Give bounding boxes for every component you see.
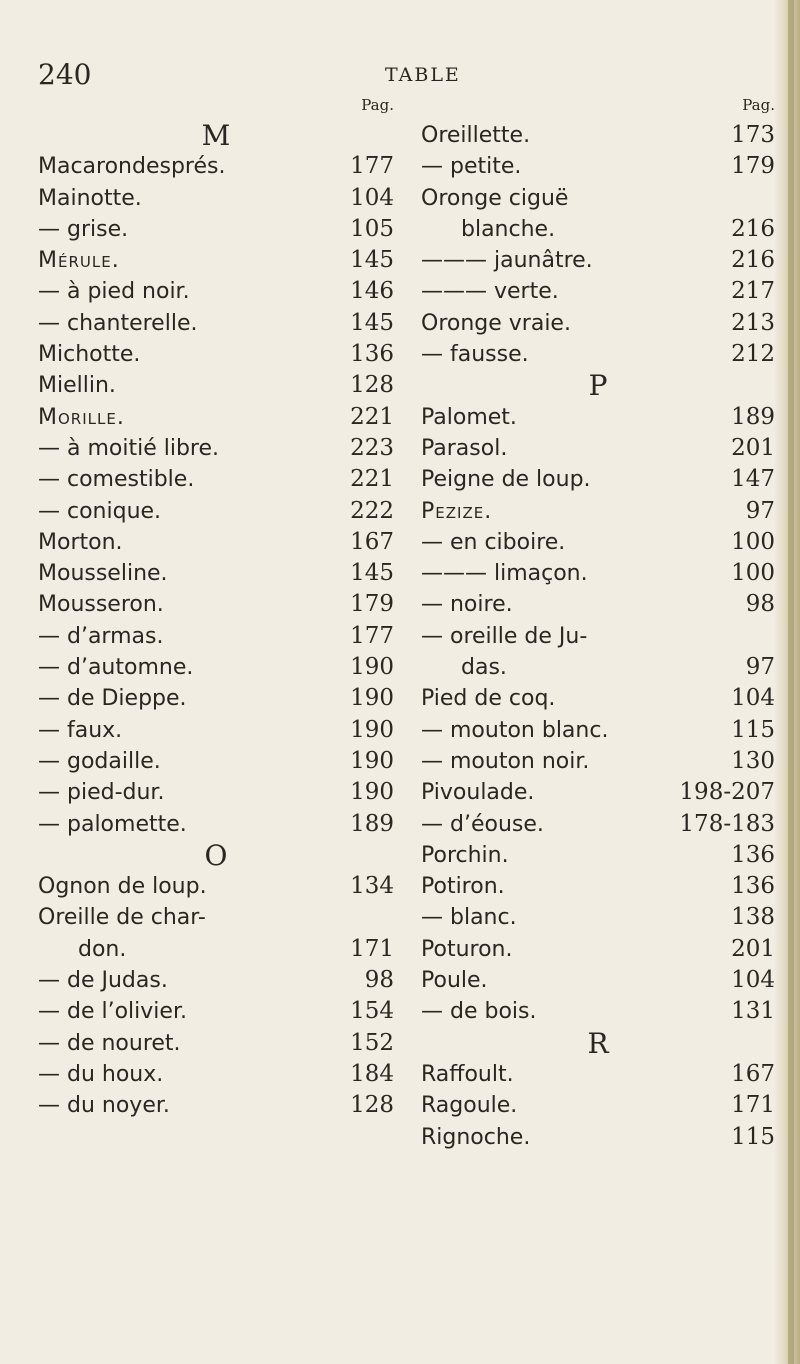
entry-page-number: 190 [350, 716, 394, 743]
entry-page-number: 136 [350, 341, 394, 368]
pag-label: Pag. [742, 96, 775, 114]
entry-page-number: 201 [731, 935, 775, 962]
entry-page-number: 146 [350, 278, 394, 305]
index-entry [38, 1059, 394, 1090]
index-entry [38, 809, 394, 840]
entry-term: Mérule. [38, 248, 120, 274]
index-entry [38, 402, 394, 433]
entry-page-number: 190 [350, 779, 394, 806]
entry-term: — godaille. [38, 748, 161, 774]
index-entry [38, 308, 394, 339]
index-entry [38, 715, 394, 746]
index-entry [421, 276, 775, 307]
entry-page-number: 171 [731, 1092, 775, 1119]
index-entry [421, 715, 775, 746]
entry-term: Raffoult. [421, 1061, 514, 1087]
index-entry [421, 308, 775, 339]
entry-page-number: 136 [731, 873, 775, 900]
index-entry [38, 902, 394, 933]
entry-page-number: 216 [731, 247, 775, 274]
entry-page-number: 222 [350, 497, 394, 524]
index-entry [421, 1122, 775, 1153]
entry-term: das. [461, 655, 507, 681]
entry-term: Miellin. [38, 373, 116, 399]
entry-term: Ragoule. [421, 1093, 518, 1119]
index-entry [38, 934, 394, 965]
entry-page-number: 189 [731, 403, 775, 430]
section-letter [421, 370, 775, 401]
index-entry [38, 370, 394, 401]
entry-term: Michotte. [38, 342, 141, 368]
index-entry [421, 902, 775, 933]
entry-term: — à pied noir. [38, 279, 190, 305]
entry-term: — en ciboire. [421, 529, 566, 555]
entry-term: Pied de coq. [421, 686, 556, 712]
entry-term: — chanterelle. [38, 310, 198, 336]
index-entry [38, 996, 394, 1027]
entry-page-number: 98 [745, 591, 775, 618]
entry-page-number: 152 [350, 1029, 394, 1056]
entry-page-number: 145 [350, 560, 394, 587]
entry-term: Oronge vraie. [421, 310, 571, 336]
index-entry [421, 464, 775, 495]
entry-term: — pied-dur. [38, 780, 165, 806]
index-entry [38, 183, 394, 214]
page-edge [774, 0, 800, 1364]
section-letter-text: R [587, 1026, 609, 1060]
index-entry [421, 214, 775, 245]
entry-term: Mousseline. [38, 561, 168, 587]
index-entry [421, 965, 775, 996]
entry-term: — de bois. [421, 999, 537, 1025]
entry-term: Rignoche. [421, 1124, 531, 1150]
index-entry [38, 464, 394, 495]
section-letter-text: M [201, 119, 231, 152]
index-entry [421, 589, 775, 620]
index-entry [38, 339, 394, 370]
index-entry [38, 496, 394, 527]
entry-term: Parasol. [421, 435, 508, 461]
entry-term: — noire. [421, 592, 513, 618]
index-entry [421, 245, 775, 276]
entry-page-number: 100 [731, 528, 775, 555]
index-entry [421, 746, 775, 777]
entry-term: — petite. [421, 154, 522, 180]
entry-term: — fausse. [421, 342, 529, 368]
index-entry [38, 871, 394, 902]
entry-page-number: 134 [350, 873, 394, 900]
section-letter [421, 1028, 775, 1059]
entry-page-number: 178-183 [679, 810, 775, 837]
entry-term: — d’automne. [38, 655, 194, 681]
index-entry [38, 777, 394, 808]
entry-page-number: 201 [731, 434, 775, 461]
index-entry [38, 621, 394, 652]
index-entry [421, 683, 775, 714]
entry-page-number: 105 [350, 215, 394, 242]
entry-term: Macarondesprés. [38, 154, 226, 180]
index-entry [421, 402, 775, 433]
index-entry [421, 934, 775, 965]
running-title: TABLE [385, 64, 461, 86]
entry-page-number: 190 [350, 654, 394, 681]
index-entry [38, 683, 394, 714]
index-entry [38, 276, 394, 307]
entry-term: Morille. [38, 404, 125, 430]
entry-page-number: 128 [350, 372, 394, 399]
entry-term: ——— verte. [421, 279, 559, 305]
entry-page-number: 212 [731, 341, 775, 368]
index-entry [38, 151, 394, 182]
section-letter-text: P [588, 369, 608, 403]
entry-term: — d’éouse. [421, 811, 544, 837]
index-entry [421, 496, 775, 527]
index-entry [421, 777, 775, 808]
entry-page-number: 145 [350, 309, 394, 336]
pag-header-left [38, 94, 394, 120]
entry-term: Oreillette. [421, 123, 531, 148]
entry-term: — oreille de Ju- [421, 623, 588, 649]
entry-term: don. [78, 936, 127, 962]
index-entry [38, 965, 394, 996]
entry-term: — palomette. [38, 811, 187, 837]
entry-page-number: 177 [350, 622, 394, 649]
entry-term: — du noyer. [38, 1093, 170, 1119]
entry-page-number: 154 [350, 998, 394, 1025]
entry-page-number: 213 [731, 309, 775, 336]
entry-term: Pezize. [421, 498, 493, 524]
entry-term: Poule. [421, 968, 488, 994]
index-entry [421, 120, 775, 151]
entry-term: — mouton blanc. [421, 717, 609, 743]
entry-term: — mouton noir. [421, 748, 590, 774]
section-letter [38, 840, 394, 871]
index-column-left [38, 96, 394, 1122]
entry-term: — grise. [38, 216, 129, 242]
entry-term: Mousseron. [38, 592, 164, 618]
index-entry [421, 621, 775, 652]
entry-term: — de Judas. [38, 968, 168, 994]
index-entry [421, 1059, 775, 1090]
entry-page-number: 190 [350, 747, 394, 774]
entry-term: — de Dieppe. [38, 686, 187, 712]
entry-term: — conique. [38, 498, 162, 524]
index-entry [38, 1090, 394, 1121]
section-letter [38, 120, 394, 151]
entry-page-number: 167 [350, 528, 394, 555]
entry-page-number: 98 [364, 967, 394, 994]
entry-page-number: 173 [731, 122, 775, 148]
entry-term: — blanc. [421, 905, 517, 931]
index-entry [421, 339, 775, 370]
entry-term: Morton. [38, 529, 123, 555]
index-entry [421, 871, 775, 902]
entry-page-number: 184 [350, 1060, 394, 1087]
pag-label: Pag. [361, 96, 394, 114]
entry-term: — du houx. [38, 1061, 164, 1087]
entry-page-number: 115 [731, 716, 775, 743]
index-entry [38, 1028, 394, 1059]
index-entry [38, 214, 394, 245]
index-entry [421, 1090, 775, 1121]
entry-term: blanche. [461, 216, 556, 242]
entry-page-number: 128 [350, 1092, 394, 1119]
index-entry [38, 746, 394, 777]
pag-header-right [421, 94, 775, 120]
entry-page-number: 104 [731, 685, 775, 712]
entry-page-number: 167 [731, 1060, 775, 1087]
index-entry [421, 183, 775, 214]
entry-term: Ognon de loup. [38, 874, 207, 900]
entry-page-number: 223 [350, 434, 394, 461]
entry-page-number: 104 [731, 967, 775, 994]
index-column-right [421, 96, 775, 1153]
entry-term: Mainotte. [38, 185, 142, 211]
entry-term: — comestible. [38, 467, 195, 493]
page-edge-shadow [788, 0, 794, 1364]
index-entry [38, 433, 394, 464]
index-entry [421, 809, 775, 840]
entry-term: Peigne de loup. [421, 467, 591, 493]
entry-page-number: 179 [350, 591, 394, 618]
index-entry [421, 527, 775, 558]
entry-page-number: 189 [350, 810, 394, 837]
entry-page-number: 171 [350, 935, 394, 962]
entry-page-number: 179 [731, 153, 775, 180]
entry-term: — faux. [38, 717, 123, 743]
index-entry [421, 151, 775, 182]
entry-term: Oreille de char- [38, 905, 206, 931]
entry-term: — de l’olivier. [38, 999, 187, 1025]
page-header [0, 58, 800, 98]
entry-page-number: 97 [745, 654, 775, 681]
entry-term: ——— jaunâtre. [421, 248, 593, 274]
entry-term: Pivoulade. [421, 780, 535, 806]
section-letter-text: O [204, 838, 228, 872]
entry-term: Porchin. [421, 842, 509, 868]
entry-page-number: 221 [350, 403, 394, 430]
entry-page-number: 190 [350, 685, 394, 712]
entry-term: — de nouret. [38, 1030, 181, 1056]
entry-term: — d’armas. [38, 623, 164, 649]
entry-page-number: 115 [731, 1123, 775, 1150]
entry-page-number: 130 [731, 747, 775, 774]
index-entry [38, 558, 394, 589]
index-entry [38, 245, 394, 276]
entry-page-number: 136 [731, 841, 775, 868]
entry-page-number: 138 [731, 904, 775, 931]
entry-page-number: 131 [731, 998, 775, 1025]
entry-page-number: 147 [731, 466, 775, 493]
entry-page-number: 177 [350, 153, 394, 180]
index-entry [38, 589, 394, 620]
entry-term: ——— limaçon. [421, 561, 588, 587]
entry-page-number: 217 [731, 278, 775, 305]
page-number: 240 [38, 58, 92, 91]
entry-term: — à moitié libre. [38, 435, 220, 461]
entry-term: Poturon. [421, 936, 513, 962]
entry-page-number: 145 [350, 247, 394, 274]
entry-page-number: 104 [350, 184, 394, 211]
entry-term: Potiron. [421, 874, 505, 900]
entry-term: Palomet. [421, 404, 517, 430]
entry-page-number: 100 [731, 560, 775, 587]
entry-term: Oronge ciguë [421, 185, 569, 211]
index-entry [421, 558, 775, 589]
index-entry [38, 527, 394, 558]
entry-page-number: 198-207 [679, 779, 775, 806]
entry-page-number: 221 [350, 466, 394, 493]
entry-page-number: 216 [731, 215, 775, 242]
index-entry [38, 652, 394, 683]
index-entry [421, 996, 775, 1027]
index-entry [421, 840, 775, 871]
index-entry [421, 433, 775, 464]
index-entry [421, 652, 775, 683]
entry-page-number: 97 [745, 497, 775, 524]
